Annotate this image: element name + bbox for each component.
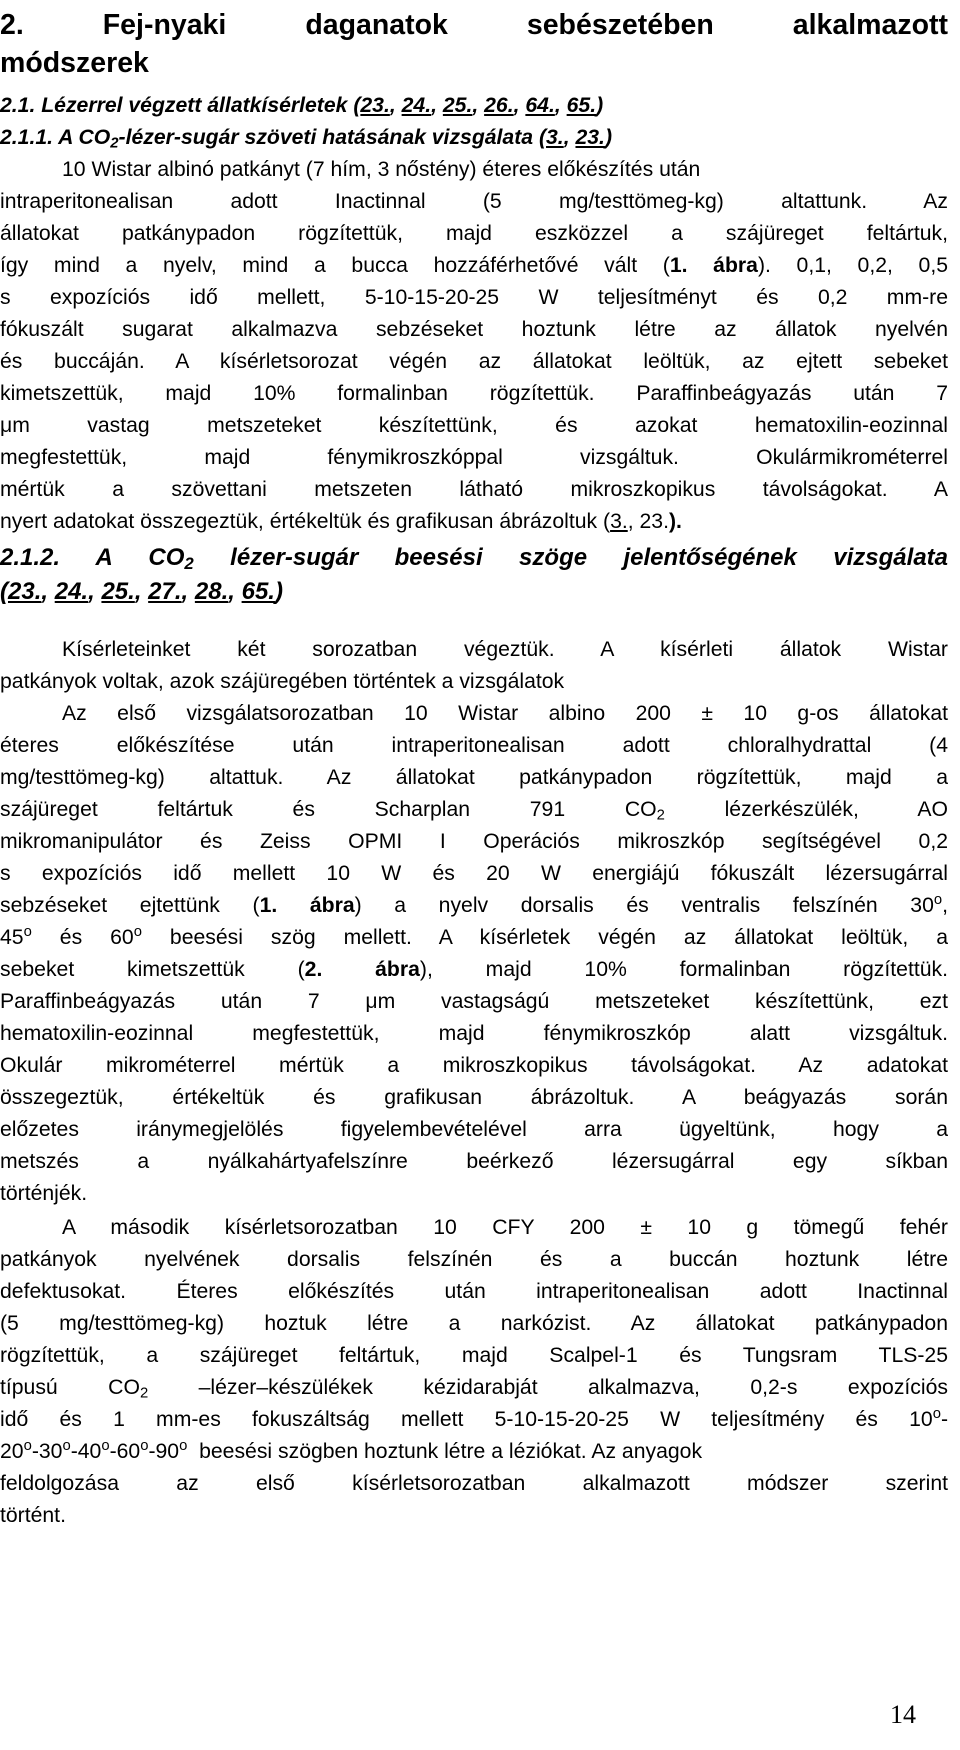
text-line: fókuszált sugarat alkalmazva sebzéseket hoztunk létre az állatok nyelvén	[0, 318, 948, 341]
text-span: nyert adatokat összegeztük, értékeltük és grafikusan ábrázoltuk (	[0, 510, 611, 533]
text-span: beesési szögben hoztunk létre a léziókat. Az anyagok	[187, 1440, 703, 1463]
degree-superscript: o	[23, 1437, 32, 1454]
paren: )	[604, 126, 612, 149]
subscript: 2	[184, 554, 194, 574]
degree-superscript: o	[932, 1405, 941, 1422]
text-line: rögzítettük, a szájüreget feltártuk, majd Scalpel-1 és Tungsram TLS-25	[0, 1344, 948, 1367]
text-line: metszés a nyálkahártyafelszínre beérkező lézersugárral egy síkban	[0, 1150, 948, 1173]
text-span: -40	[70, 1440, 102, 1463]
paren: )	[274, 578, 283, 605]
chapter-title	[0, 6, 948, 82]
text-line: feldolgozása az első kísérletsorozatban alkalmazott módszer szerint	[0, 1472, 948, 1495]
ref-link[interactable]: 23.	[360, 94, 390, 117]
section-2-1-1-heading: 2.1.1. A $CO_2-lézer$-sugár szöveti hatásának vizsgálata (3., 23.)	[0, 126, 612, 152]
heading-text: lézer-sugár beesési szöge jelentőségének vizsgálata	[193, 544, 948, 571]
text-line	[0, 1372, 948, 1404]
text-line: mikromanipulátor és Zeiss OPMI I Operációs mikroszkóp segítségével 0,2	[0, 830, 948, 853]
text-line	[0, 890, 948, 922]
text-span: –lézer–készülékek kézidarabját alkalmazva, 0,2-s expozíciós	[148, 1376, 948, 1399]
ref-link[interactable]: 28.	[194, 578, 229, 605]
text-span: sebzéseket ejtettünk (	[0, 894, 260, 917]
text-line: történt.	[0, 1504, 66, 1527]
text-span: -90	[148, 1440, 180, 1463]
text-span: ) a nyelv dorsalis és ventralis felszínén 30	[354, 894, 934, 917]
text-span: idő és 1 mm-es fokuszáltság mellett 5-10-15-20-25 W teljesítmény és 10	[0, 1408, 933, 1431]
text-line	[0, 1404, 948, 1436]
text-line: összegeztük, értékeltük és grafikusan ábrázoltuk. A beágyazás során	[0, 1086, 948, 1109]
text-line	[0, 794, 948, 826]
text-line: és buccáján. A kísérletsorozat végén az állatokat leöltük, az ejtett sebeket	[0, 350, 948, 373]
text-line	[0, 634, 948, 666]
text-line: történjék.	[0, 1182, 88, 1205]
text-line: patkányok voltak, azok szájüregében történtek a vizsgálatok	[0, 670, 565, 693]
paren: (	[0, 578, 8, 605]
ref-link[interactable]: 25.	[101, 578, 135, 605]
text-span: lézerkészülék, AO	[664, 798, 948, 821]
text-line: Paraffinbeágyazás után 7 μm vastagságú metszeteket készítettünk, ezt	[0, 990, 948, 1013]
text-span: 20	[0, 1440, 24, 1463]
text-line: s expozíciós idő mellett, 5-10-15-20-25 W teljesítményt és 0,2 mm-re	[0, 286, 948, 309]
ref-link[interactable]: 3.	[610, 510, 628, 533]
text-span: így mind a nyelv, mind a bucca hozzáférhetővé vált (	[0, 254, 670, 277]
ref-link[interactable]: 23.	[8, 578, 42, 605]
ref-link[interactable]: 24.	[401, 94, 432, 117]
text-line: patkányok nyelvének dorsalis felszínén és a buccán hoztunk létre	[0, 1248, 948, 1271]
text-line: megfestettük, majd fénymikroszkóppal vizsgáltuk. Okulármikrométerrel	[0, 446, 948, 469]
degree-superscript: o	[62, 1437, 71, 1454]
heading-text: 2.1.2. A CO	[0, 544, 185, 571]
text-line	[0, 922, 948, 954]
text-span: ,	[942, 894, 948, 917]
paren: )	[596, 94, 604, 117]
text-line: előzetes iránymegjelölés figyelembevételével arra ügyeltünk, hogy a	[0, 1118, 948, 1141]
text-line: intraperitonealisan adott Inactinnal (5 mg/testtömeg-kg) altattunk. Az	[0, 190, 948, 213]
section-2-1-2-heading	[0, 540, 948, 608]
subscript: 2	[110, 135, 119, 152]
text-line: μm vastag metszeteket készítettünk, és azokat hematoxilin-eozinnal	[0, 414, 948, 437]
text-line: mértük a szövettani metszeten látható mikroszkopikus távolságokat. A	[0, 478, 948, 501]
text-line: hematoxilin-eozinnal megfestettük, majd fénymikroszkóp alatt vizsgáltuk.	[0, 1022, 948, 1045]
text-line: s expozíciós idő mellett 10 W és 20 W energiájú fókuszált lézersugárral	[0, 862, 948, 885]
page-number: 14	[890, 1700, 916, 1729]
text-line: Okulár mikrométerrel mértük a mikroszkopikus távolságokat. Az adatokat	[0, 1054, 948, 1077]
degree-superscript: o	[140, 1437, 149, 1454]
text-span: és 60	[31, 926, 134, 949]
paragraph-2	[0, 634, 948, 1210]
subscript: 2	[656, 807, 665, 824]
subscript: 2	[139, 1385, 149, 1402]
text-line	[0, 698, 948, 730]
text-span: beesési szög mellett. A kísérletek végén az állatokat leöltük, a	[141, 926, 948, 949]
paragraph-3	[0, 1212, 948, 1532]
ref-link[interactable]: 24.	[54, 578, 89, 605]
section-2-1-1-text: 2.1.1. A CO	[0, 126, 111, 149]
degree-superscript: o	[101, 1437, 110, 1454]
figure-ref: 2. ábra	[304, 958, 420, 981]
text-span: , 23.	[627, 510, 669, 533]
ref-link[interactable]: 65.	[241, 578, 275, 605]
text-span: ).	[668, 510, 682, 533]
ref-link[interactable]: 27.	[148, 578, 182, 605]
text-span: -30	[31, 1440, 63, 1463]
section-2-1-heading: 2.1. Lézerrel végzett állatkísérletek (23., 24., 25., 26., 64., 65.)	[0, 94, 604, 117]
chapter-title-line1: 2. Fej-nyaki daganatok sebészetében alkalmazott	[0, 9, 948, 41]
ref-link[interactable]: 3.	[546, 126, 564, 149]
section-2-1-text: 2.1. Lézerrel végzett állatkísérletek (	[0, 94, 361, 117]
ref-link[interactable]: 65.	[566, 94, 597, 117]
text-span: Kísérleteinket két sorozatban végeztük. A kísérleti állatok Wistar	[62, 638, 948, 661]
text-line	[0, 250, 948, 282]
text-span: sebeket kimetszettük (	[0, 958, 305, 981]
text-span: ). 0,1, 0,2, 0,5	[757, 254, 948, 277]
chapter-title-line2: módszerek	[0, 47, 149, 79]
text-line: 10 Wistar albinó patkányt (7 hím, 3 nőstény) éteres előkészítés után	[62, 158, 701, 181]
paragraph-1	[0, 154, 948, 538]
text-span: szájüreget feltártuk és Scharplan 791 CO	[0, 798, 657, 821]
degree-superscript: o	[933, 891, 943, 908]
degree-superscript: o	[133, 923, 142, 940]
ref-link[interactable]: 64.	[525, 94, 555, 117]
text-line: éteres előkészítése után intraperitonealisan adott chloralhydrattal (4	[0, 734, 948, 757]
text-line: mg/testtömeg-kg) altattuk. Az állatokat patkánypadon rögzítettük, majd a	[0, 766, 948, 789]
text-line: defektusokat. Éteres előkészítés után intraperitonealisan adott Inactinnal	[0, 1280, 948, 1303]
figure-ref: ábra	[277, 894, 355, 917]
text-line: kimetszettük, majd 10% formalinban rögzítettük. Paraffinbeágyazás után 7	[0, 382, 948, 405]
text-line: állatokat patkánypadon rögzítettük, majd eszközzel a szájüreget feltártuk,	[0, 222, 948, 245]
degree-superscript: o	[23, 923, 32, 940]
text-line	[0, 1436, 948, 1468]
ref-link[interactable]: 25.	[442, 94, 473, 117]
figure-ref: 1.	[259, 894, 278, 917]
text-span: típusú CO	[0, 1376, 140, 1399]
text-span: -	[940, 1408, 948, 1431]
text-span: ), majd 10% formalinban rögzítettük.	[419, 958, 948, 981]
text-line	[0, 954, 948, 986]
text-span: Az első vizsgálatsorozatban 10 Wistar albino 200 ± 10 g-os állatokat	[62, 702, 948, 725]
text-span: -60	[109, 1440, 141, 1463]
text-line	[0, 1212, 948, 1244]
text-span: A második kísérletsorozatban 10 CFY 200 ± 10 g tömegű fehér	[62, 1216, 948, 1239]
ref-link[interactable]: 26.	[484, 94, 514, 117]
degree-superscript: o	[179, 1437, 188, 1454]
text-line	[0, 506, 948, 538]
section-2-1-1-text: -lézer-sugár szöveti hatásának vizsgálata (	[118, 126, 547, 149]
ref-link[interactable]: 23.	[575, 126, 605, 149]
text-line: (5 mg/testtömeg-kg) hoztuk létre a narkózist. Az állatokat patkánypadon	[0, 1312, 948, 1335]
figure-ref: 1. ábra	[669, 254, 758, 277]
text-span: 45	[0, 926, 24, 949]
heading-line: (23., 24., 25., 27., 28., 65.)	[0, 578, 283, 605]
heading-line	[0, 540, 948, 574]
